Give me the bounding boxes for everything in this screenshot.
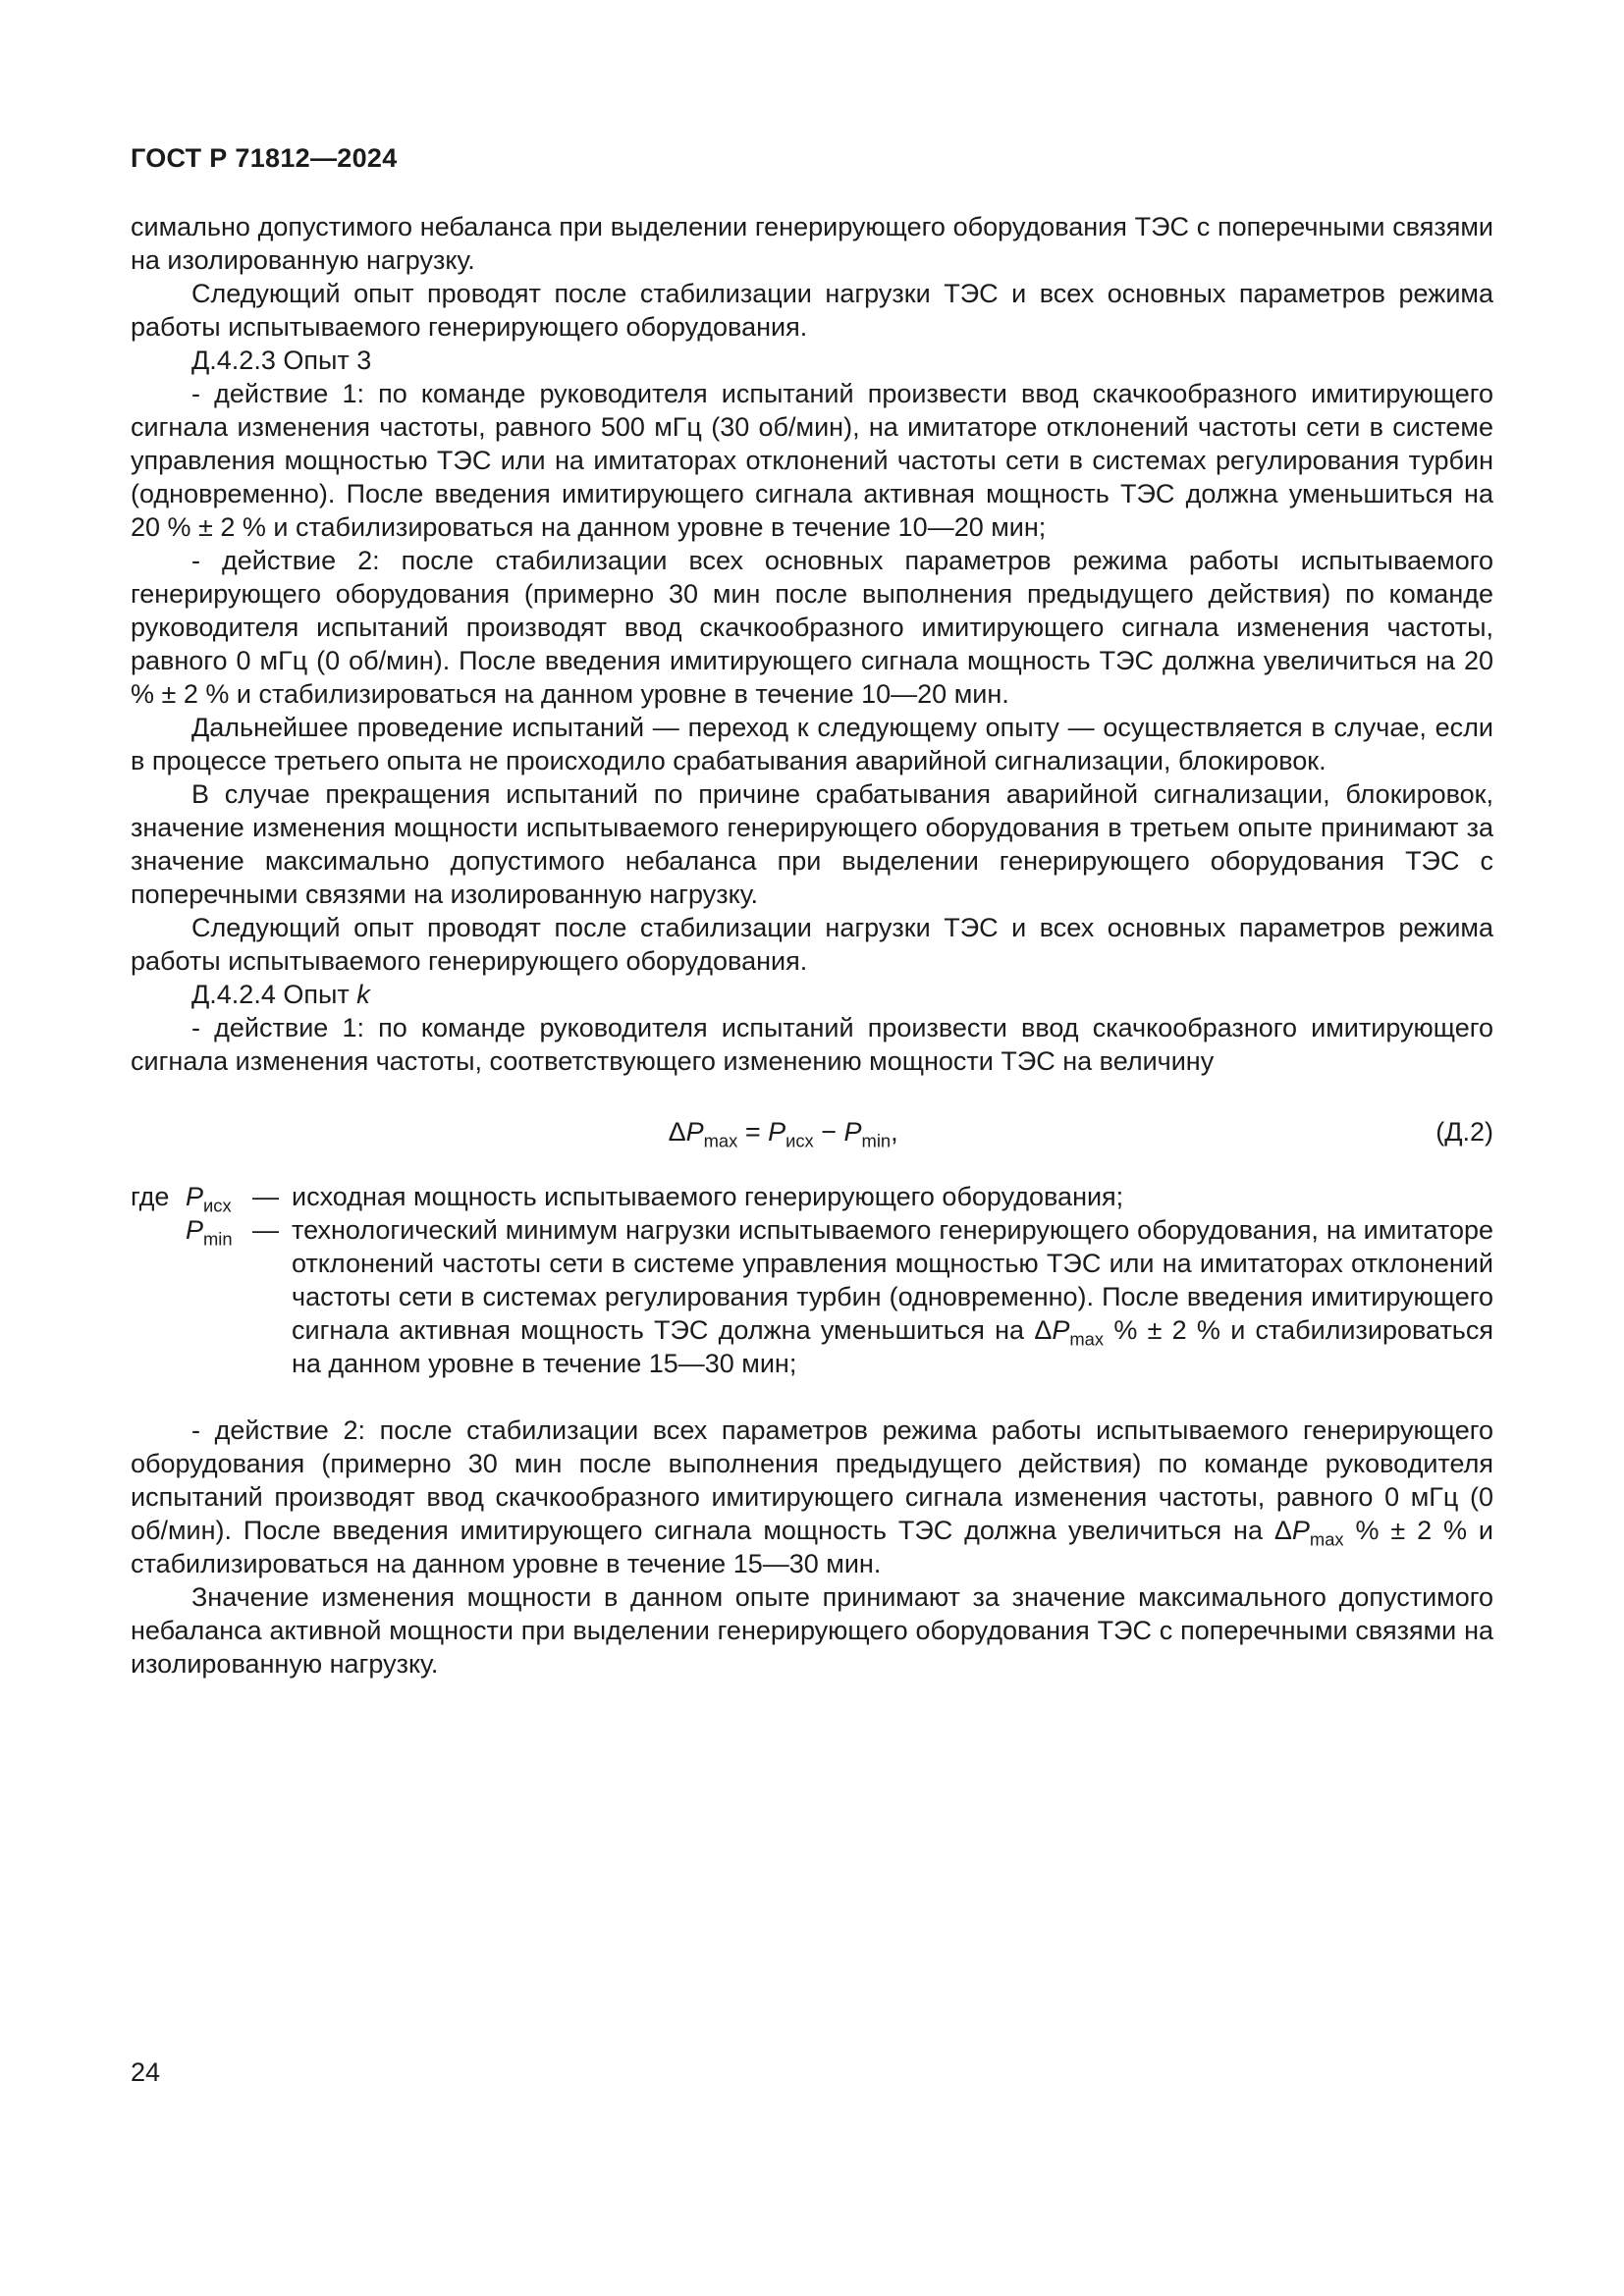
page-number: 24 [131, 2057, 161, 2087]
text-run: P [843, 1117, 862, 1147]
text-run: P [768, 1117, 786, 1147]
subscript-text: исх [203, 1195, 232, 1216]
text-run: k [356, 980, 370, 1009]
where-item [131, 1180, 1493, 1216]
formula-number: (Д.2) [1435, 1117, 1493, 1147]
where-term [186, 1180, 252, 1216]
paragraph [131, 1011, 1493, 1078]
where-list [131, 1180, 1493, 1380]
paragraph [131, 911, 1493, 978]
text-run: Δ [1034, 1315, 1053, 1345]
formula-block [131, 1115, 1493, 1151]
text-run: Следующий опыт проводят после стабилизации нагрузки ТЭС и всех основных параметров режима работы испытываемого генерирующего оборудования. [131, 279, 1493, 342]
where-item [131, 1213, 1493, 1380]
where-label [131, 1213, 186, 1380]
text-run: P [186, 1215, 204, 1245]
document-body [131, 210, 1493, 1681]
text-run: исходная мощность испытываемого генерирующего оборудования; [292, 1182, 1124, 1211]
paragraph [131, 1414, 1493, 1580]
paragraph [131, 1580, 1493, 1681]
text-run: В случае прекращения испытаний по причине срабатывания аварийной сигнализации, блокировок, значение изменения мощности испытываемого генерирующего оборудования в третьем опыте принимают за значение максимально допустимого небаланса при выделении генерирующего оборудования ТЭС с поперечными связями на изолированную нагрузку. [131, 779, 1493, 909]
subscript-text: min [203, 1228, 233, 1250]
text-run: Значение изменения мощности в данном опыте принимают за значение максимального допустимого небаланса активной мощности при выделении генерирующего оборудования ТЭС с поперечными связями на изолированную нагрузку. [131, 1582, 1493, 1679]
paragraph [131, 277, 1493, 344]
text-run: Следующий опыт проводят после стабилизации нагрузки ТЭС и всех основных параметров режима работы испытываемого генерирующего оборудования. [131, 913, 1493, 976]
where-definition [292, 1213, 1493, 1380]
text-run: % ± 2 % и стабилизироваться на данном уровне в течение 15—30 мин; [292, 1315, 1493, 1378]
paragraph [131, 777, 1493, 911]
text-run: P [1052, 1315, 1070, 1345]
text-run: , [891, 1117, 898, 1147]
paragraph [131, 377, 1493, 544]
text-run: Δ [1273, 1516, 1292, 1545]
where-definition [292, 1180, 1493, 1213]
text-run: - действие 1: по команде руководителя испытаний произвести ввод скачкообразного имитирующего сигнала изменения частоты, равного 500 мГц (30 об/мин), на имитаторе отклонений частоты сети в системе управления мощностью ТЭС или на имитаторах отклонений частоты сети в системах регулирования турбин (одновременно). После введения имитирующего сигнала активная мощность ТЭС должна уменьшиться на 20 % ± 2 % и стабилизироваться на данном уровне в течение 10—20 мин; [131, 379, 1493, 542]
formula-expression [131, 1115, 1435, 1151]
paragraph [131, 544, 1493, 711]
text-run: − [813, 1117, 844, 1147]
text-run: - действие 1: по команде руководителя испытаний произвести ввод скачкообразного имитирующего сигнала изменения частоты, соответствующего изменению мощности ТЭС на величину [131, 1013, 1493, 1076]
where-dash: — [252, 1215, 279, 1245]
where-term [186, 1213, 252, 1380]
document-header-gost-number: ГОСТ Р 71812—2024 [131, 143, 398, 173]
text-run: Δ [668, 1117, 686, 1147]
paragraph [131, 978, 1493, 1011]
text-run: Дальнейшее проведение испытаний — переход к следующему опыту — осуществляется в случае, если в процессе третьего опыта не происходило срабатывания аварийной сигнализации, блокировок. [131, 713, 1493, 775]
text-run: P [1291, 1516, 1310, 1545]
text-run: P [685, 1117, 704, 1147]
subscript-text: max [1309, 1528, 1344, 1550]
text-run: = [737, 1117, 769, 1147]
text-run: - действие 2: после стабилизации всех параметров режима работы испытываемого генерирующего оборудования (примерно 30 мин после выполнения предыдущего действия) по команде руководителя испытаний производят ввод скачкообразного имитирующего сигнала изменения частоты, равного 0 мГц (0 об/мин). После введения имитирующего сигнала мощность ТЭС должна увеличиться на [131, 1415, 1493, 1545]
text-run: Д.4.2.3 Опыт 3 [191, 346, 372, 375]
where-label: где [131, 1182, 170, 1211]
subscript-text: исх [785, 1130, 814, 1151]
paragraph [131, 344, 1493, 377]
text-run: симально допустимого небаланса при выделении генерирующего оборудования ТЭС с поперечными связями на изолированную нагрузку. [131, 212, 1493, 275]
subscript-text: max [1069, 1328, 1105, 1350]
subscript-text: min [861, 1130, 892, 1151]
subscript-text: max [703, 1130, 738, 1151]
text-run: Д.4.2.4 Опыт [191, 980, 357, 1009]
paragraph [131, 210, 1493, 277]
paragraph [131, 711, 1493, 777]
text-run: технологический минимум нагрузки испытываемого генерирующего оборудования, на имитаторе отклонений частоты сети в системе управления мощностью ТЭС или на имитаторах отклонений частоты сети в системах регулирования турбин (одновременно). После введения имитирующего сигнала активная мощность ТЭС должна уменьшиться на [292, 1215, 1493, 1345]
where-dash: — [252, 1182, 279, 1211]
text-run: P [186, 1182, 204, 1211]
text-run: - действие 2: после стабилизации всех основных параметров режима работы испытываемого генерирующего оборудования (примерно 30 мин после выполнения предыдущего действия) по команде руководителя испытаний производят ввод скачкообразного имитирующего сигнала изменения частоты, равного 0 мГц (0 об/мин). После введения имитирующего сигнала мощность ТЭС должна увеличиться на 20 % ± 2 % и стабилизироваться на данном уровне в течение 10—20 мин. [131, 546, 1493, 709]
text-run: % ± 2 % и стабилизироваться на данном уровне в течение 15—30 мин. [131, 1516, 1493, 1578]
